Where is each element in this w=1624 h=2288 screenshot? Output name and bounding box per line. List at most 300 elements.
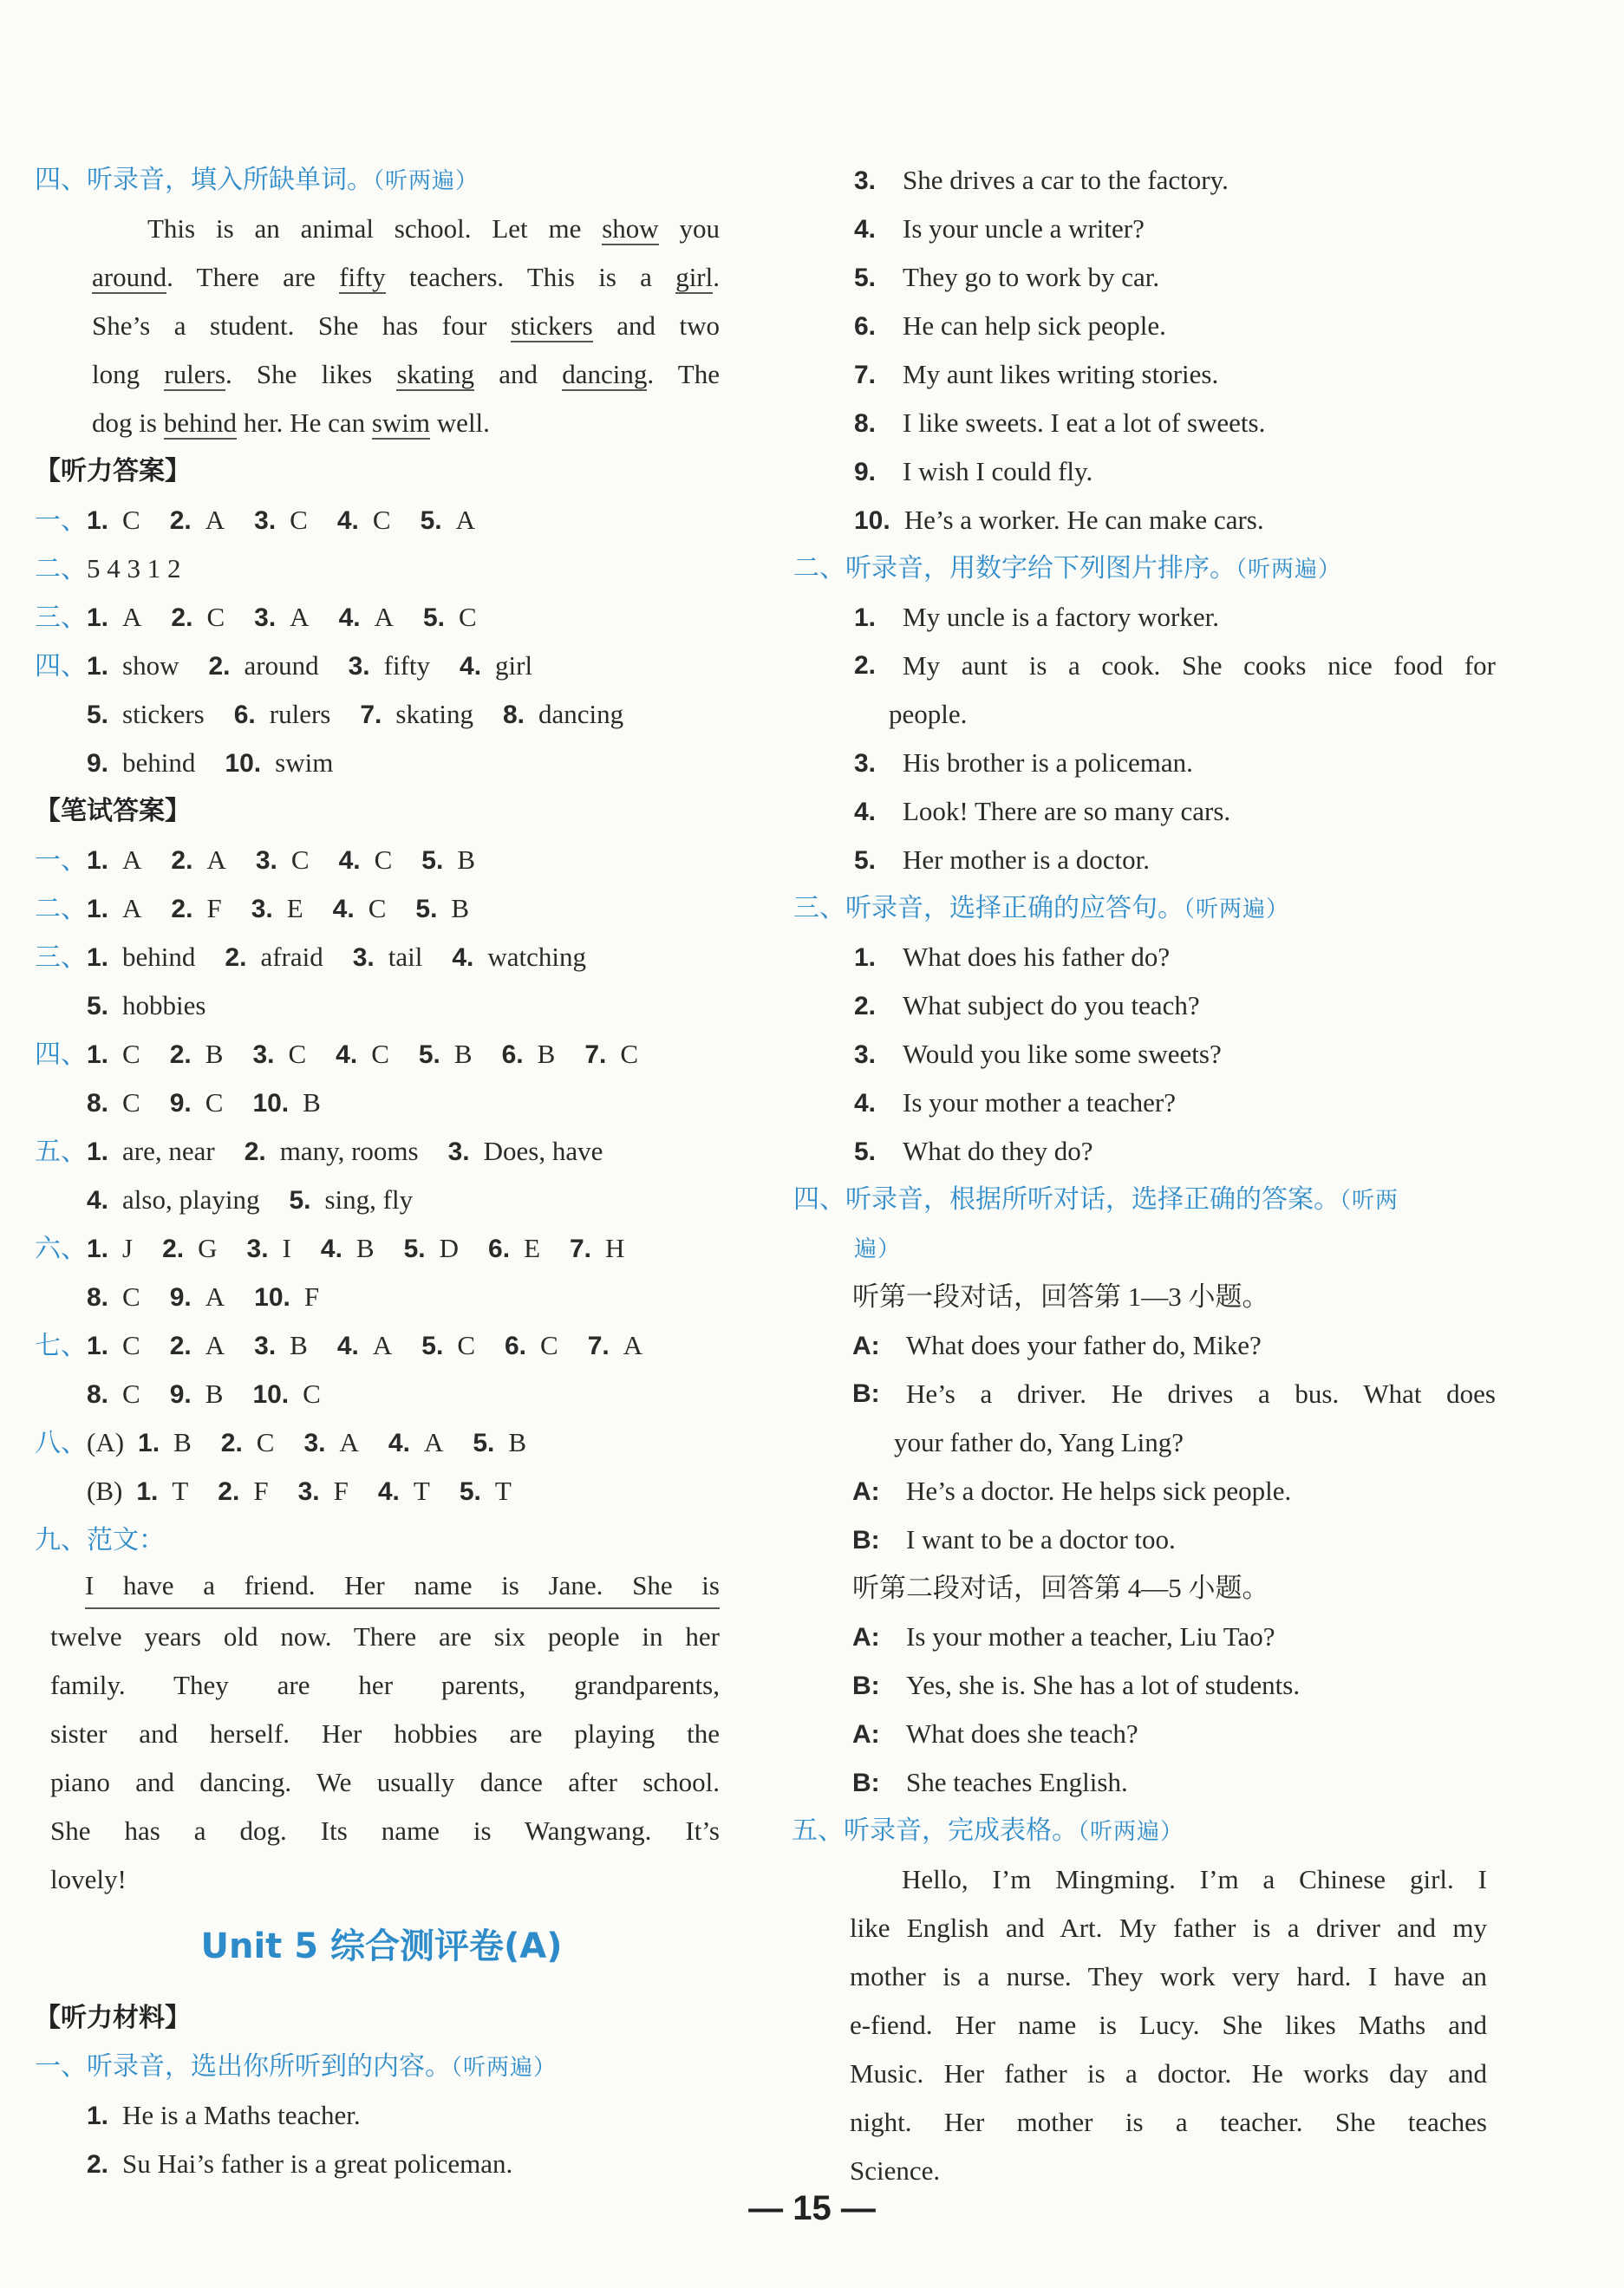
answer-value: B [303,1087,321,1118]
answer-number: 1. [87,943,109,972]
answer-value: hobbies [122,990,206,1020]
answer-number: 8. [502,701,525,729]
answer-value: B [173,1427,192,1457]
list-item [802,302,1496,350]
passage-line [802,1904,1487,1952]
answer-number: 1. [87,1332,109,1360]
passage-text: well. [430,407,490,438]
answer-number: 6. [505,1332,527,1360]
answer-number: 2. [171,895,193,923]
answer-number: 3. [255,846,277,875]
answer-subpart: (A) [87,1427,125,1457]
listening-materials [35,1994,728,2188]
item-number: A: [852,1477,880,1506]
answer-number: 1. [87,652,109,681]
answer-number: 9. [169,1380,192,1409]
answer-section-number: 六、 [35,1234,87,1264]
answer-value: B [290,1330,308,1360]
answer-value: A [122,893,142,923]
answer-value: Does, have [483,1136,603,1166]
list-item [802,836,1496,884]
answer-value: also, playing [122,1184,260,1215]
answer-number: 4. [338,846,361,875]
item-text: Is your mother a teacher? [903,1087,1177,1118]
answer-value: C [290,505,308,535]
answer-line [35,1418,728,1467]
item-number: 8. [854,409,877,438]
answer-number: 3. [447,1137,470,1166]
item-number: 7. [854,361,877,389]
item-number: A: [852,1623,880,1652]
answer-line [35,1273,728,1321]
item-text: Is your mother a teacher, Liu Tao? [906,1621,1275,1652]
section-heading: 二、听录音，用数字给下列图片排序。（听两遍） [793,553,1342,583]
answer-number: 2. [208,652,231,681]
answer-value: C [620,1039,639,1069]
answer-line [35,496,728,544]
answer-number: 3. [246,1235,269,1263]
answer-value: C [205,1087,224,1118]
answer-number: 9. [169,1283,192,1312]
item-text: He’s a doctor. He helps sick people. [906,1476,1292,1506]
answer-number: 5. [473,1429,495,1457]
blank-answer: show [602,213,659,244]
passage-line [802,2147,1487,2195]
item-number: 1. [854,603,877,632]
answer-number: 5. [420,506,442,535]
item-number: B: [852,1672,880,1700]
passage-line [802,2098,1487,2147]
item-number: 9. [854,458,877,486]
answer-line [35,593,728,642]
answer-value: H [605,1233,625,1263]
list-item [802,1370,1496,1418]
item-text: What do they do? [903,1136,1093,1166]
list-item [802,1127,1496,1176]
answer-value: A [122,602,142,632]
answer-value: A [372,1330,393,1360]
item-text: your father do, Yang Ling? [894,1427,1184,1457]
answer-value: A [290,602,310,632]
item-number: 4. [854,215,877,244]
answer-number: 2. [171,846,193,875]
dialog-1 [802,1321,1496,1564]
item-text: His brother is a policeman. [903,747,1193,778]
item-text: My aunt likes writing stories. [903,359,1219,389]
answer-number: 10. [254,1283,290,1312]
passage-text: Science. [850,2155,941,2186]
listening-answers [35,496,728,787]
answer-value: B [537,1039,556,1069]
answer-section-number: 三、 [35,603,87,633]
answer-value: skating [395,699,473,729]
answer-value: C [122,505,140,535]
item-number: A: [852,1332,880,1360]
item-text: Look! There are so many cars. [903,796,1231,826]
answer-value: afraid [260,942,323,972]
item-text: I wish I could fly. [903,456,1093,486]
answer-number: 4. [388,1429,410,1457]
answer-number: 10. [252,1380,290,1409]
section3-items [802,933,1496,1176]
answer-value: A [122,844,142,875]
answer-number: 2. [244,1137,266,1166]
answer-value: around [244,650,319,681]
answer-number: 1. [87,603,109,632]
blank-answer: rulers [164,359,225,389]
answer-number: 5. [418,1040,440,1069]
answer-number: 10. [225,749,262,778]
answer-value: A [206,844,226,875]
passage-text: dog is [92,407,164,438]
answer-number: 5. [421,1332,444,1360]
item-text: What does she teach? [906,1718,1138,1749]
passage-line [802,1855,1487,1904]
item-number: 5. [854,264,877,292]
item-number: 6. [854,312,877,341]
answer-value: A [455,505,475,535]
answer-number: 3. [254,603,277,632]
answer-number: 2. [225,943,247,972]
list-item [802,1661,1496,1710]
answer-number: 2. [169,1332,192,1360]
answer-line [35,690,728,739]
answer-number: 5. [87,701,109,729]
answer-line [35,1370,728,1418]
item-text: What does his father do? [903,942,1171,972]
list-item [802,156,1496,205]
answer-value: A [339,1427,359,1457]
list-item [802,739,1496,787]
answer-number: 1. [136,1477,159,1506]
passage-text: long [92,359,165,389]
answer-number: 8. [87,1380,109,1409]
written-answers [35,836,728,1516]
answer-number: 1. [87,1137,109,1166]
answer-value: behind [122,747,196,778]
passage-text: She’s a student. She has four [92,310,511,341]
essay-text: She has a dog. Its name is Wangwang. It’s [50,1815,720,1846]
item-text: What does your father do, Mike? [906,1330,1262,1360]
answer-number: 4. [336,1040,358,1069]
list-item [802,933,1496,981]
answer-number: 8. [87,1089,109,1118]
answer-value: A [423,1427,444,1457]
answer-value: C [122,1281,140,1312]
passage-text: . [713,262,720,292]
answer-number: 2. [218,1477,240,1506]
answer-value: T [172,1476,189,1506]
materials-title: 【听力材料】 [35,2003,191,2033]
answer-section-number: 三、 [35,942,87,973]
dialog-2 [802,1613,1496,1807]
list-item [802,1030,1496,1079]
item-number: 3. [854,1040,877,1069]
answer-number: 5. [403,1235,426,1263]
section1-items [802,156,1496,544]
answer-line [35,981,728,1030]
item-text: I want to be a doctor too. [906,1524,1176,1555]
list-item [802,1321,1496,1370]
answer-value: C [122,1087,140,1118]
item-text: She drives a car to the factory. [903,165,1229,195]
item-number: 4. [854,1089,877,1118]
answer-number: 4. [460,652,482,681]
answer-line [35,1224,728,1273]
page-number: — 15 — [748,2189,876,2227]
item-number: 3. [854,749,877,778]
answer-number: 2. [171,603,193,632]
answer-number: 6. [488,1235,511,1263]
list-item: 2. Su Hai’s father is a great policeman. [87,2148,513,2179]
item-text: Is your uncle a writer? [903,213,1145,244]
answer-value: girl [495,650,533,681]
section-heading-cont: 遍） [854,1236,902,1262]
list-item [802,496,1496,544]
answer-value: C [122,1379,140,1409]
passage-text: and [474,359,563,389]
passage-line [35,399,720,447]
section-heading: 四、听录音，填入所缺单词。（听两遍） [35,165,479,195]
answer-value: B [205,1379,224,1409]
answer-line [35,544,728,593]
answer-number: 3. [352,943,375,972]
item-number: 4. [854,798,877,826]
passage-text: Music. Her father is a doctor. He works day and [850,2058,1487,2089]
item-number: 5. [854,1137,877,1166]
answer-value: B [453,1039,473,1069]
answer-section-number: 八、 [35,1428,87,1458]
answer-value: A [205,505,225,535]
answer-line [35,1127,728,1176]
answer-number: 3. [252,1040,275,1069]
passage-line [802,1952,1487,2001]
answer-value: C [303,1379,321,1409]
item-text: He’s a driver. He drives a bus. What does [906,1379,1496,1409]
answer-value: rulers [269,699,331,729]
answer-value: G [198,1233,218,1263]
passage-line [802,2001,1487,2050]
answer-value: F [206,893,222,923]
passage-line [35,302,720,350]
answer-number: 3. [303,1429,326,1457]
answer-section-number: 四、 [35,651,87,681]
essay-line [35,1661,720,1710]
list-item [802,690,1496,739]
blank-answer: behind [163,407,238,438]
dialog-intro: 听第二段对话，回答第 4—5 小题。 [852,1573,1269,1603]
left-column [35,156,728,1904]
answer-value: T [413,1476,430,1506]
answer-value: I [282,1233,291,1263]
passage-text: mother is a nurse. They work very hard. I have an [850,1961,1487,1991]
answer-value: C [256,1427,275,1457]
item-text: Her mother is a doctor. [903,844,1150,875]
answer-number: 1. [87,895,109,923]
answer-value: stickers [122,699,205,729]
list-item [802,253,1496,302]
essay-line [35,1807,720,1855]
listening-answers-title: 【听力答案】 [35,456,191,486]
answer-line [35,1079,728,1127]
answer-number: 4. [336,1332,359,1360]
model-essay [35,1564,728,1904]
item-number: 2. [854,992,877,1020]
list-item [802,350,1496,399]
answer-number: 7. [570,1235,592,1263]
item-number: B: [852,1769,880,1797]
item-text: She teaches English. [906,1767,1128,1797]
answer-number: 5. [289,1186,311,1215]
answer-number: 7. [587,1332,610,1360]
item-number: 10. [854,506,890,535]
answer-section-number: 二、 [35,894,87,924]
answer-value: sing, fly [324,1184,414,1215]
essay-line [35,1710,720,1758]
answer-number: 5. [415,895,438,923]
answer-value: B [355,1233,375,1263]
answer-value: C [290,844,310,875]
answer-number: 7. [584,1040,607,1069]
essay-line [35,1855,720,1904]
section-heading: 一、听录音，选出你所听到的内容。（听两遍） [35,2051,558,2082]
answer-section-number: 七、 [35,1331,87,1361]
list-item [802,1467,1496,1516]
essay-line [35,1758,720,1807]
right-column [792,156,1496,2195]
answer-value: dancing [538,699,624,729]
item-text: Yes, she is. She has a lot of students. [906,1670,1301,1700]
section-heading: 三、听录音，选择正确的应答句。（听两遍） [793,893,1290,923]
list-item [802,1613,1496,1661]
answer-number: 4. [87,1186,109,1215]
passage-line [802,2050,1487,2098]
item-number: B: [852,1379,880,1408]
answer-number: 6. [501,1040,524,1069]
answer-sequence: 5 4 3 1 2 [87,553,181,583]
list-item [802,1758,1496,1807]
blank-answer: fifty [339,262,386,292]
list-item [802,205,1496,253]
answer-value: fifty [383,650,431,681]
answer-number: 1. [87,1040,109,1069]
answer-value: J [122,1233,134,1263]
answer-number: 6. [233,701,256,729]
answer-value: C [368,893,387,923]
passage-text: This is an animal school. Let me [147,213,603,244]
item-text: My aunt is a cook. She cooks nice food for [903,650,1496,681]
answer-section-number: 一、 [35,505,87,536]
answer-value: B [457,844,475,875]
essay-text: sister and herself. Her hobbies are playing the [50,1718,720,1749]
answer-number: 4. [332,895,355,923]
answer-section-number: 一、 [35,845,87,876]
item-text: Would you like some sweets? [903,1039,1222,1069]
answer-number: 10. [252,1089,290,1118]
answer-number: 8. [87,1283,109,1312]
answer-value: B [451,893,470,923]
answer-value: C [371,1039,389,1069]
list-item [802,1418,1496,1467]
essay-text: twelve years old now. There are six people in her [50,1621,720,1652]
answer-section-number: 二、 [35,554,87,584]
item-number: 2. [854,651,877,680]
answer-number: 3. [251,895,273,923]
answer-value: F [333,1476,349,1506]
passage-text: . There are [166,262,340,292]
item-text: people. [889,699,968,729]
answer-number: 9. [169,1089,192,1118]
answer-number: 2. [169,1040,192,1069]
answer-value: T [494,1476,512,1506]
answer-number: 1. [138,1429,160,1457]
answer-section-number: 五、 [35,1137,87,1167]
answer-value: show [122,650,179,681]
answer-number: 1. [87,1235,109,1263]
answer-number: 5. [459,1477,481,1506]
answer-value: C [122,1330,140,1360]
essay-line [35,1564,720,1613]
answer-value: B [508,1427,527,1457]
item-text: He can help sick people. [903,310,1166,341]
answer-value: are, near [122,1136,215,1166]
item-text: My uncle is a factory worker. [903,602,1219,632]
answer-value: E [286,893,303,923]
item-number: A: [852,1720,880,1749]
essay-text: piano and dancing. We usually dance after school. [50,1767,720,1797]
answer-value: C [540,1330,558,1360]
answer-number: 3. [254,1332,277,1360]
passage-line [35,350,720,399]
essay-text: family. They are her parents, grandparents, [50,1670,720,1700]
table-passage [802,1855,1496,2195]
list-item [802,1079,1496,1127]
answer-number: 2. [220,1429,243,1457]
answer-line [35,933,728,981]
answer-value: many, rooms [279,1136,419,1166]
fill-in-passage [35,205,728,447]
essay-line [35,1613,720,1661]
answer-number: 3. [297,1477,320,1506]
passage-text: e-fiend. Her name is Lucy. She likes Maths and [850,2010,1487,2040]
passage-text: like English and Art. My father is a driver and my [850,1913,1487,1943]
answer-value: A [205,1330,225,1360]
passage-line [35,253,720,302]
answer-value: C [457,1330,475,1360]
essay-text: I have a friend. Her name is Jane. She is [85,1564,720,1609]
passage-text: Hello, I’m Mingming. I’m a Chinese girl. I [902,1864,1487,1894]
list-item [802,1710,1496,1758]
answer-line [35,1030,728,1079]
answer-number: 2. [169,506,192,535]
passage-line [35,205,720,253]
essay-text: lovely! [50,1864,127,1894]
answer-value: D [439,1233,460,1263]
answer-section-number: 四、 [35,1040,87,1070]
item-text: What subject do you teach? [903,990,1200,1020]
blank-answer: girl [675,262,714,292]
blank-answer: skating [396,359,474,389]
unit-title: Unit 5 综合测评卷(A) [200,1926,563,1966]
passage-text: night. Her mother is a teacher. She teaches [850,2107,1487,2137]
item-text: He’s a worker. He can make cars. [903,505,1264,535]
answer-line [35,884,728,933]
answer-number: 5. [421,846,444,875]
list-item [802,399,1496,447]
list-item [802,787,1496,836]
list-item [802,593,1496,642]
item-text: I like sweets. I eat a lot of sweets. [903,407,1266,438]
